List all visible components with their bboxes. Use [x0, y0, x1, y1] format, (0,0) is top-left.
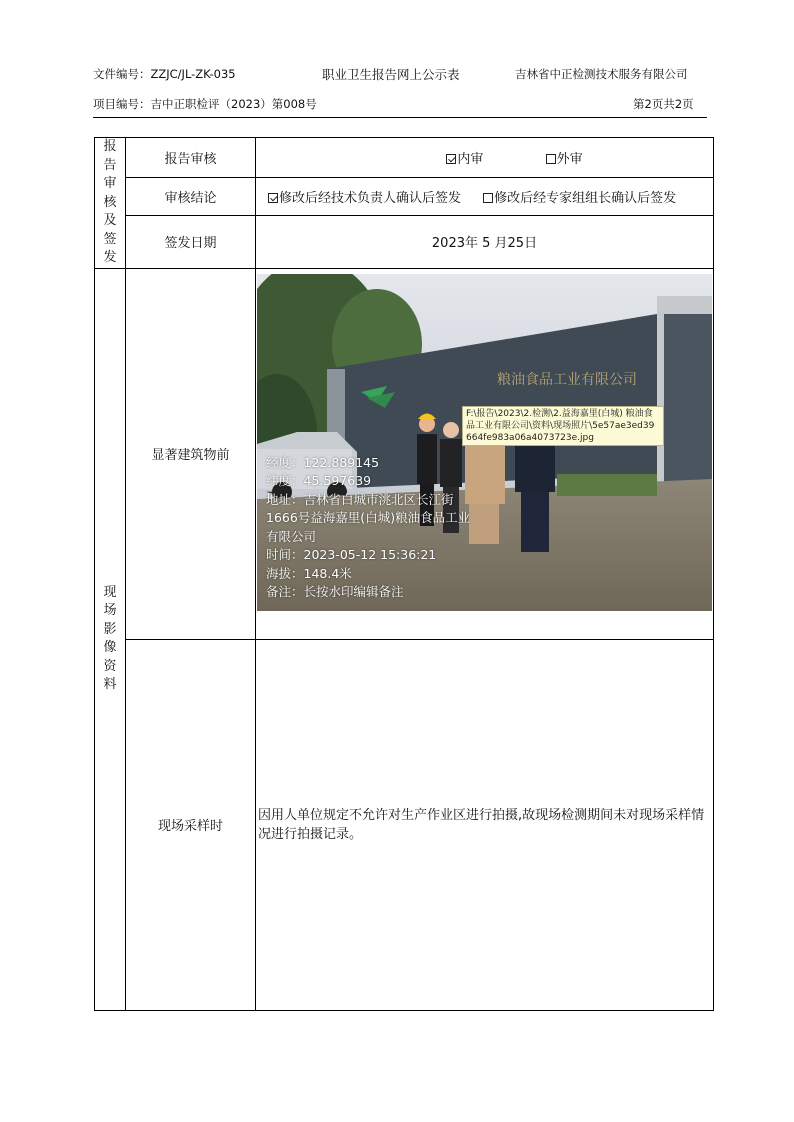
site-photo — [257, 274, 712, 611]
photo-watermark: 经度：122.889145 纬度：45.597639 地址：吉林省白城市洮北区长江街1666号益海嘉里(白城)粮油食品工业有限公司 时间：2023-05-12 15:36:21 海拔：148.4米 备注：长按水印编辑备注 — [266, 454, 471, 599]
sampling-photo-label: 现场采样时 — [126, 639, 256, 1010]
checkbox-checked-icon — [268, 193, 278, 203]
doc-number: 文件编号：ZZJC/JL-ZK-035 — [93, 67, 236, 81]
building-photo-cell — [256, 268, 714, 639]
checkbox-unchecked-icon — [483, 193, 493, 203]
issue-date-label: 签发日期 — [126, 216, 256, 268]
header-divider — [93, 117, 707, 118]
building-photo-label: 显著建筑物前 — [126, 268, 256, 639]
checkbox-unchecked-icon — [546, 154, 556, 164]
checkbox-expert-lead-signoff[interactable]: 修改后经专家组组长确认后签发 — [483, 187, 676, 206]
page-info: 第2页共2页 — [633, 97, 694, 111]
company-name: 吉林省中正检测技术服务有限公司 — [515, 67, 688, 81]
checkbox-tech-lead-signoff[interactable]: 修改后经技术负责人确认后签发 — [268, 191, 461, 206]
sign-text: 粮油食品工业有限公司 — [497, 371, 637, 388]
project-number: 项目编号：吉中正职检评（2023）第008号 — [93, 97, 317, 111]
review-type-options — [256, 138, 714, 178]
review-conclusion-options — [256, 177, 714, 216]
checkbox-external-review[interactable]: 外审 — [546, 148, 583, 167]
sampling-note: 因用人单位规定不允许对生产作业区进行拍摄,故现场检测期间未对现场采样情况进行拍摄记录。 — [256, 639, 714, 1010]
report-table — [94, 137, 714, 1011]
photo-section-label: 现 场 影 像 资 料 — [95, 268, 126, 1010]
review-type-label: 报告审核 — [126, 138, 256, 178]
checkbox-internal-review[interactable]: 内审 — [446, 148, 483, 167]
checkbox-checked-icon — [446, 154, 456, 164]
file-path-tooltip: F:\报告\2023\2.检测\2.益海嘉里(白城) 粮油食品工业有限公司\资料\现场照片\5e57ae3ed39664fe983a06a4073723e.jpg — [462, 406, 664, 446]
doc-title: 职业卫生报告网上公示表 — [322, 67, 460, 82]
issue-date-value: 2023年 5 月25日 — [256, 216, 714, 268]
review-section-label: 报 告 审 核 及 签 发 — [95, 138, 126, 269]
review-conclusion-label: 审核结论 — [126, 177, 256, 216]
